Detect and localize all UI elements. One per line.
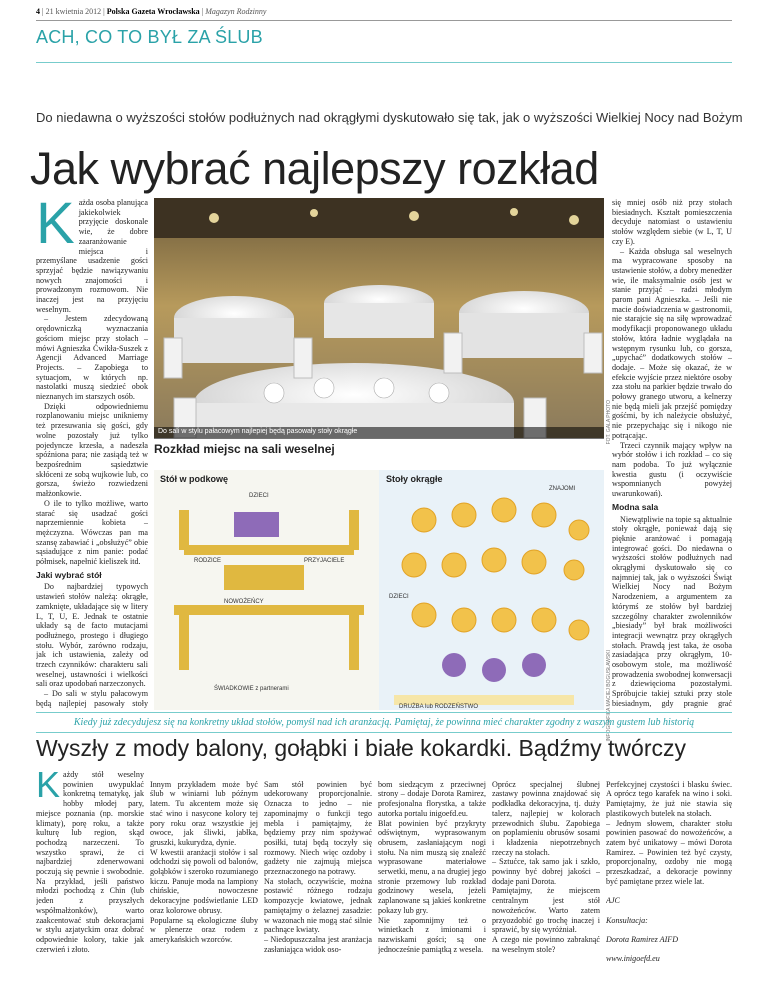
bottom-col-3 (264, 770, 372, 980)
label-przyjaciele: PRZYJACIELE (304, 558, 345, 564)
label-druzba: DRUŻBA lub RODZEŃSTWO (399, 704, 479, 710)
section-rule (36, 62, 732, 63)
drop-cap: K (36, 198, 75, 256)
bottom-col-2 (150, 770, 258, 980)
article-lead: Do niedawna o wyższości stołów podłużnych nad okrągłymi dyskutowało się tak, jak o wyższości Wielkiej Nocy nad Bożym (36, 110, 743, 125)
subheading: Modna sala (612, 501, 659, 512)
page-number: 4 (36, 7, 40, 16)
bottom-col-1 (36, 770, 144, 980)
diagram-right-title: Stoły okrągłe (386, 474, 443, 484)
article-title: Jak wybrać najlepszy rozkład (30, 143, 599, 194)
label-swiadkowie: ŚWIADKOWIE z partnerami (214, 686, 289, 692)
signature: AJC (606, 896, 620, 906)
diagram-credit: INFOGRAFIKA MACIEJ BOGUSŁAWSKI (606, 650, 612, 742)
paragraph: Perfekcyjnej czystości i blasku świec. A oprócz tego karafek na wino i soki. Pamiętajmy, że już nie stawia się plastikowych butelek na stołach. – Jednym słowem, charakter stołu powinien pasować do nowożeńców, a zatem być unikatowy – mówi Dorota Ramirez. – Powinien też być czysty, proporcjonalny, ozdoby nie mogą przeszkadzać, a dekoracje powinny być pamiętane przez wiele lat. (606, 779, 732, 886)
diagram-title: Rozkład miejsc na sali weselnej (154, 442, 335, 456)
paragraph: ażdy stół weselny powinien uwypuklać konkretną tematykę, jak hobby młodej pary, miejsce poznania (np. morskie klimaty), porę roku, a także kulturę lub region, skąd pochodzą narzeczeni. To wszystko sprawi, że ci najbardziej zdenerwowani poczują się pewnie i swobodnie. Na przykład, jeśli państwo młodzi pochodzą z Chin (lub jeden z przyszłych współmałżonków), warto zaakcentować stub dekoracjami w stylu azjatyckim oraz dobrać odpowiednie kolory, takie jak czerwień i złoto. (36, 770, 144, 954)
paragraph: Innym przykładem może być ślub w winiarni lub późnym latem. Tu akcentem może się stać wino i nasycone kolory tej pory roku oraz wszystkie jej owoce, jak śliwki, jabłka, gruszki, kukurydza, dynie. W kwestii aranżacji stołów i sal odchodzi się powoli od balonów, gołąbków i szeroko rozumianego kiczu. Panuje moda na lampiony chińskie, nowoczesne dekoracyjne podświetlanie LED oraz kolorowe obrusy. Popularne są ekologiczne śluby w plenerze oraz rodem z amerykańskich wzorców. (150, 779, 258, 944)
paragraph: O ile to tylko możliwe, warto starać się usadzać gości naprzemiennie kobieta – mężczyzna. Wówczas pan ma szansę zabawiać i „obsłużyć” obie sąsiadujące z nim panie: podać półmisek, napełnić kieliszek itd. (36, 498, 148, 567)
second-title: Wyszły z mody balony, gołąbki i białe kokardki. Bądźmy twórczy (36, 735, 686, 761)
magazine-name: Magazyn Rodzinny (205, 7, 267, 16)
bottom-col-6 (606, 770, 732, 980)
paragraph: Dzięki odpowiedniemu rozplanowaniu miejsc unikniemy też przesuwania się gości, gdy wolne pozostały już tylko pojedyncze krzesła, a nadeszła spóźniona para; nie zasiądą też w bezpośrednim sąsiedztwie skłóceni ze sobą wujkowie lub, co gorsza, świeżo rozwiedzeni małżonkowie. (36, 401, 148, 499)
paragraph: Oprócz specjalnej ślubnej zastawy powinna znajdować się podkładka dekoracyjna, tj. duży talerz, najlepiej w kolorach przewodnich ślubu. Zapobiega on poplamieniu obrusów sosami i kładzenia niepotrzebnych rzeczy na stołach. – Sztućce, tak samo jak i szkło, powinny być dobrej jakości – dodaje pani Dorota. Pamiętajmy, że miejscem centralnym jest stół nowożeńców. Warto zatem przyozdobić go trochę inaczej i sprawić, by się wyróżniał. A czego nie powinno zabraknąć na weselnym stole? (492, 779, 600, 954)
photo-credit: FOT. GALA PHOTO (606, 400, 612, 445)
bottom-col-5 (492, 770, 600, 980)
label-kids: DZIECI (249, 493, 269, 499)
paragraph: Trzeci czynnik mający wpływ na wybór stołów i ich rozkład – co się nam podoba. To już wyłącznie kwestia gustu (i oczywiście wspomnianych powyżej uwarunkowań). (612, 440, 732, 499)
photo-caption: Do sali w stylu pałacowym najlepiej będą pasowały stoły okrągłe (154, 427, 604, 439)
paragraph: Do najbardziej typowych ustawień stołów należą: okrągłe, zamknięte, układające się w litery L, T, U, E. Jednak te ostatnie układy są de facto mutacjami podłużnego, prostego i długiego stołu. Wybór, zarówno rodzaju, jak ich ustawienia, zależy od trzech czynników: charakteru sali weselnej, ustawności i wielkości sali oraz upodobań narzeczonych. (36, 582, 148, 689)
paragraph: bom siedzącym z przeciwnej strony – dodaje Dorota Ramirez, profesjonalna florystka, a także autorka portalu inigoefd.eu. Blat powinien być przykryty odświętnym, wyprasowanym obrusem, zasłaniającym nogi stołu. Na nim muszą się znaleźć wyprasowane materiałowe serwetki, menu, a na drugiej jego stronie przemowy lub rozkład godzinowy wesela, jeżeli zaplanowane są jakieś konkretne pokazy lub gry. Nie zapomnijmy też o winietkach z imionami i nazwiskami gości; są one jednocześnie pamiątką z wesela. (378, 779, 486, 954)
signature: Konsultacja: (606, 915, 648, 925)
label-dzieci2: DZIECI (389, 594, 409, 600)
diagram-left-title: Stół w podkowę (160, 474, 229, 484)
paragraph: Sam stół powinien być udekorowany proporcjonalnie. Oznacza to jedno – nie zapominajmy o funkcji tego mebla i pamiętajmy, że będziemy przy nim spożywać posiłki, tutaj będą toczyły się rozmowy. Niech więc ozdoby i gadżety nie zajmują miejsca przeznaczonego na potrawy. Na stołach, oczywiście, można postawić różnego rodzaju kompozycje kwiatowe, jednak pamiętajmy o żelaznej zasadzie: w wazonach nie mogą stać silnie pachnące kwiaty. – Niedopuszczalna jest aranżacja zasłaniająca widok oso- (264, 779, 372, 954)
drop-cap: K (36, 770, 61, 805)
bottom-col-4 (378, 770, 486, 980)
paragraph: – Do sali w stylu pałacowym będą najlepiej pasowały stoły (36, 689, 148, 708)
subheading: Jaki wybrać stół (36, 569, 102, 580)
label-znajomi: ZNAJOMI (549, 486, 576, 492)
paragraph: Niewątpliwie na topie są aktualnie stoły okrągłe, ponieważ dają się pięknie aranżować i pomagają integrować gości. Do niedawna o wyższości stołów podłużnych nad okrągłymi dyskutowało się co najmniej tak, jak o wyższości Świąt Wielkiej Nocy nad Bożym Narodzeniem, a argumentem za którymś ze stołów był bardziej szczególny charakter zwolenników „biesiady” był brak możliwości integracji wewnątrz przy okrągłych stołach. Prawdą jest taka, że osoba zasiadająca przy okrągłym, 10-osobowym stole, ma możliwość prowadzenia swobodnej konwersacji z dziewięcioma pozostałymi. Spróbujcie takiej sztuki przy stole biesiadnym, gdy pragnie grać (612, 514, 732, 708)
signature: Dorota Ramirez AIFD (606, 934, 679, 944)
label-nowozency: NOWOŻEŃCY (224, 599, 264, 605)
banquet-photo (154, 198, 604, 438)
label-rodzice: RODZICE (194, 558, 221, 564)
paragraph: – Każda obsługa sal weselnych ma wypracowane sposoby na ustawienie stołów, a dobry menedżer wie, ile maksymalnie osób jest w stanie przyjąć – radzi młodym parom pani Agnieszka. – Jeśli nie macie doświadczenia w gastronomii, nie starajcie się na siłę wprowadzać modyfikacji proponowanego układu stołów, która ładnie wyglądała na wstępnym rysunku lub, co gorsza, „upychać” dodatkowych stołów – dodaje. – Może się okazać, że w efekcie wyjście przez niektóre osoby zza stołu na parkier będzie trwało do połowy granego utworu, a kelnerzy nie będą mieli jak przejść pomiędzy gośćmi, by ich należycie obsłużyć, nie przepychając się i nikogo nie potrącając. (612, 246, 732, 440)
left-column (36, 198, 148, 710)
right-column (612, 198, 732, 710)
page-header: 4 | 21 kwietnia 2012 | Polska Gazeta Wrocławska | Magazyn Rodzinny (36, 7, 267, 16)
paragraph: – Jestem zdecydowaną orędowniczką wyznaczania gościom miejsc przy stołach – mówi Agnieszka Ćwikła-Suszek z Agencji Advanced Marriage Projects. – Zapobiega to sytuacjom, w których np. nastolatki muszą siedzieć obok nieznanych im starszych osób. (36, 314, 148, 402)
signature: www.inigoefd.eu (606, 954, 660, 964)
header-rule (36, 20, 732, 21)
paper-name: Polska Gazeta Wrocławska (106, 7, 200, 16)
issue-date: 21 kwietnia 2012 (45, 7, 102, 16)
pull-quote: Kiedy już zdecydujesz się na konkretny układ stołów, pomyśl nad ich aranżacją. Pamiętaj, że powinna mieć charakter zgodny z waszym gustem lub historią (36, 712, 732, 733)
paragraph: ażda osoba planująca jakiekolwiek przyjęcie doskonale wie, że dobre zaaranżowanie miejsca i przemyślane usadzenie gości sprzyjać będzie nawiązywaniu nowych znajomości i prowadzonym rozmowom. Nie inaczej jest na przyjęciu weselnym. (36, 198, 148, 314)
section-title: ACH, CO TO BYŁ ZA ŚLUB (36, 27, 263, 47)
seating-diagram (154, 470, 604, 710)
paragraph: się mniej osób niż przy stołach biesiadnych. Kształt pomieszczenia decyduje natomiast o ustawieniu stołów względem siebie (w L, T, U czy E). (612, 198, 732, 246)
